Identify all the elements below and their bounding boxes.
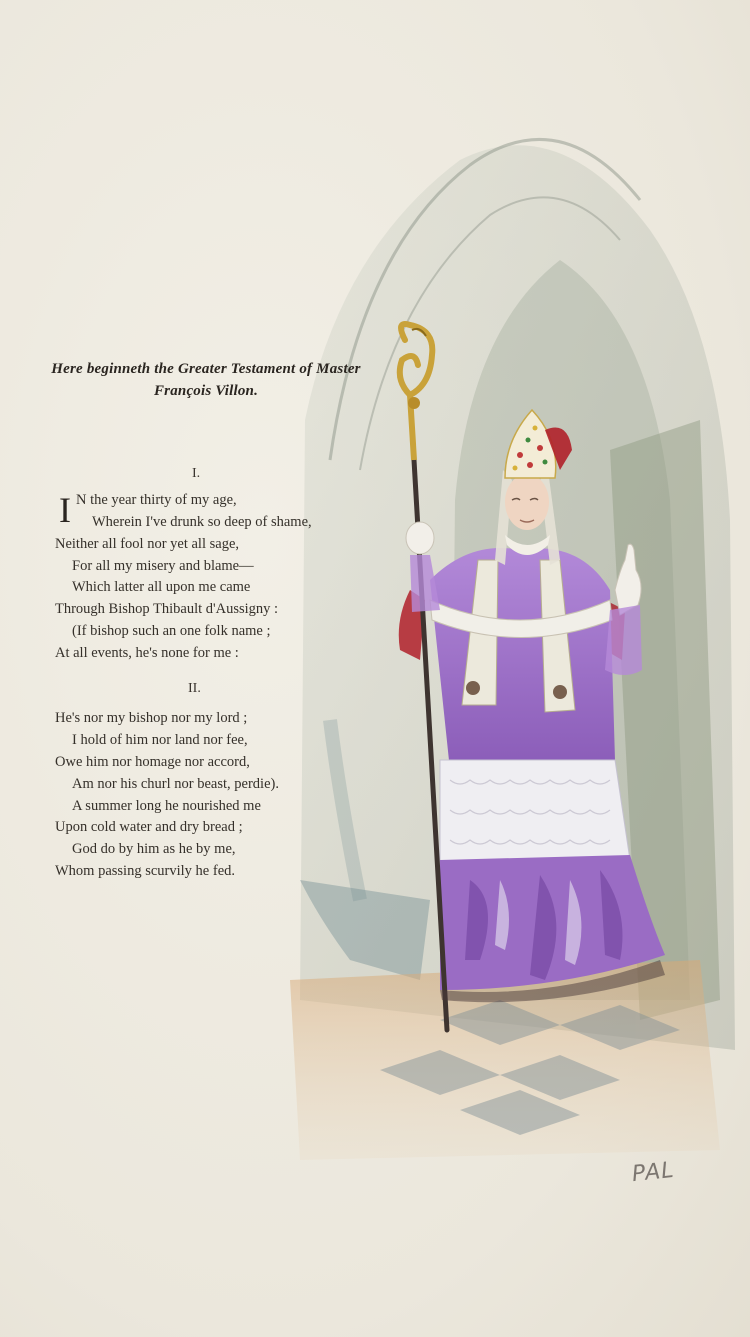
verse-line: N the year thirty of my age, <box>76 492 237 508</box>
robe <box>430 548 615 770</box>
verse-line: Upon cold water and dry bread ; <box>55 819 243 835</box>
heading-line-1: Here beginneth the Greater Testament of Master <box>51 361 361 377</box>
verse-line: For all my misery and blame— <box>72 558 254 574</box>
verse-line: A summer long he nourished me <box>72 798 261 814</box>
verse-line: (If bishop such an one folk name ; <box>72 623 271 639</box>
verse-line: Wherein I've drunk so deep of shame, <box>92 514 312 530</box>
verse-line: Owe him nor homage nor accord, <box>55 754 250 770</box>
stanza-number-2: II. <box>188 681 201 696</box>
stanza-number-1: I. <box>192 466 201 481</box>
verse-line: I hold of him nor land nor fee, <box>72 732 248 748</box>
verse-line: At all events, he's none for me : <box>55 645 239 661</box>
verse-line: Through Bishop Thibault d'Aussigny : <box>55 601 279 617</box>
heading-line-2: François Villon. <box>153 383 259 399</box>
verse-line: Neither all fool nor yet all sage, <box>55 536 240 552</box>
verse-line: Whom passing scurvily he fed. <box>55 863 236 879</box>
verse-line: Am nor his churl nor beast, perdie). <box>72 776 279 792</box>
lace-surplice <box>440 760 630 870</box>
artist-signature: PAL <box>630 1157 676 1188</box>
drop-cap: I <box>59 490 71 530</box>
verse-line: Which latter all upon me came <box>72 579 251 595</box>
verse-line: He's nor my bishop nor my lord ; <box>55 710 248 726</box>
verse-line: God do by him as he by me, <box>72 841 236 857</box>
floor-wash <box>290 960 720 1160</box>
chapter-heading <box>20 358 392 402</box>
